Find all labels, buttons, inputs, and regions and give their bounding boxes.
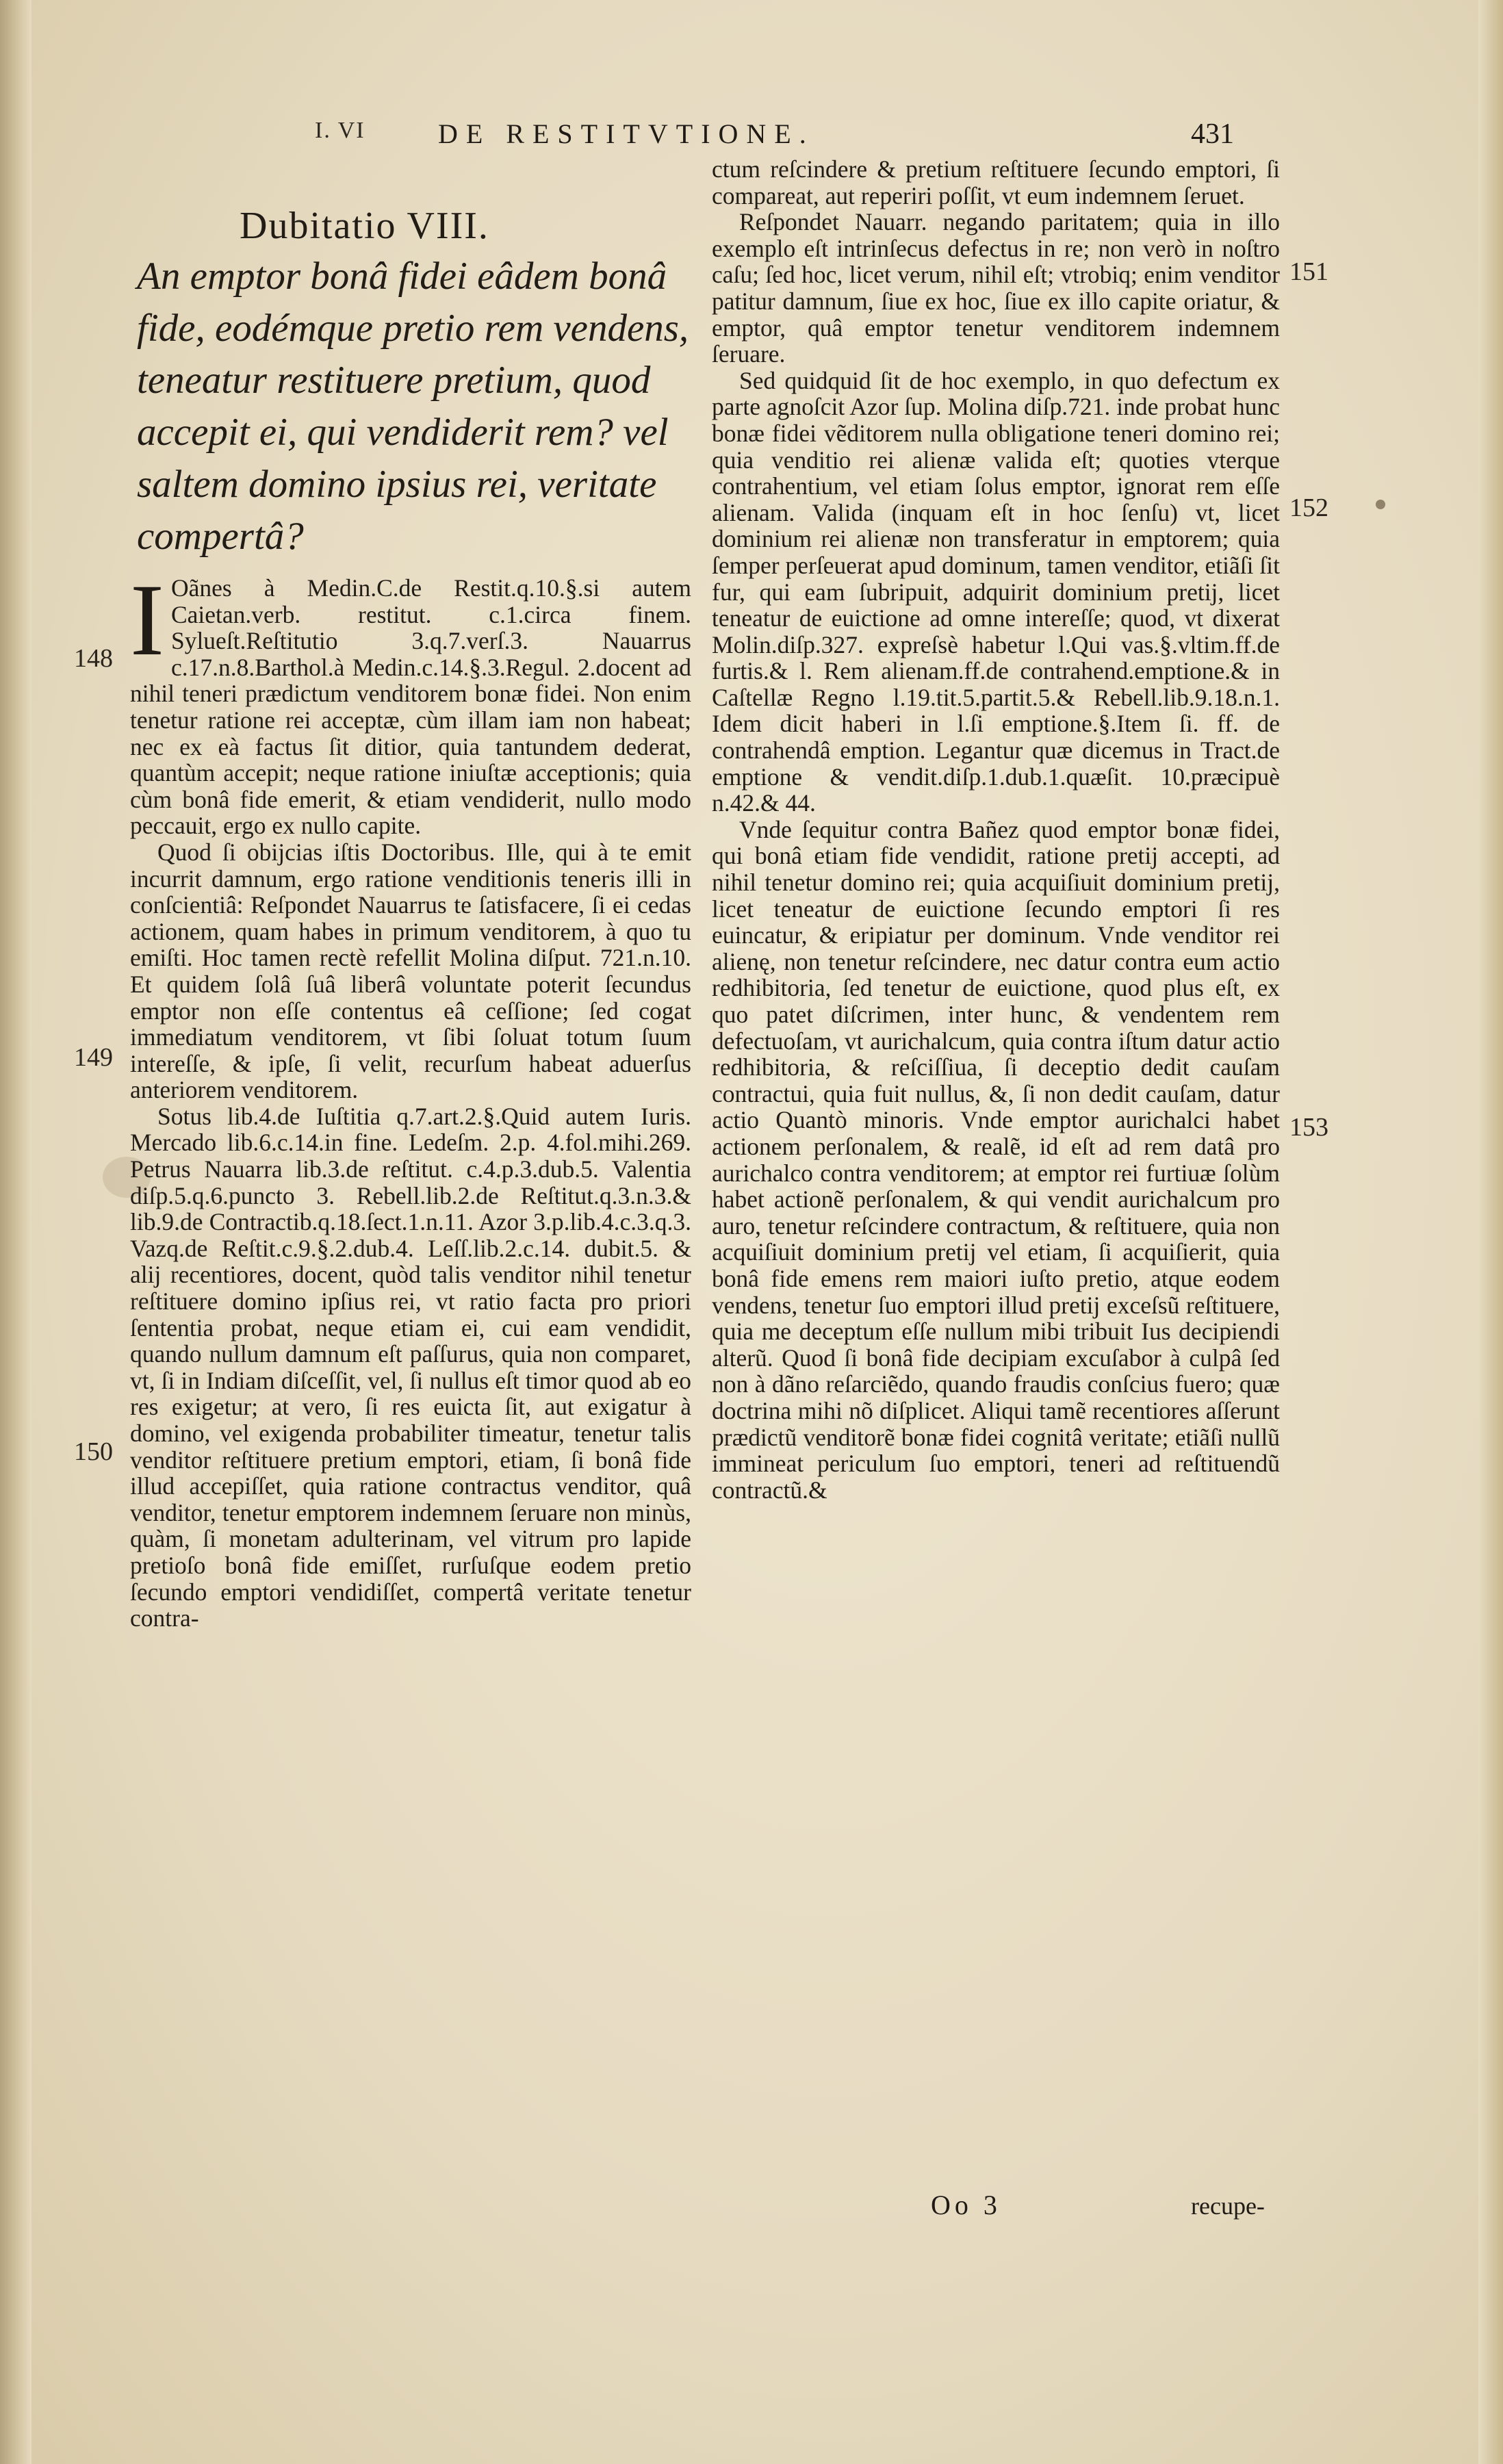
paragraph-continued: ctum reſcindere & pretium reſtituere ſecundo emptori, ſi compareat, aut reperiri poſſit, vt eum indemnem ſeruet. xyxy=(712,155,1280,209)
paragraph-152: Sed quidquid ſit de hoc exemplo, in quo defectum ex parte agnoſcit Azor ſup. Molina diſp.721. inde probat hunc bonæ fidei vẽditorem nulla obligatione teneri domino rei; quia venditio rei alienæ valida eſt; quoties vterque contrahentium, vel etiam ſolus emptor, ignorat rem eſſe alienam. Valida (inquam eſt in hoc ſenſu) vt, licet dominium rei alienæ non transferatur in emptorem; quia ſemper perſeuerat apud dominum, tamen venditor, etiãſi ſit fur, qui eam ſubripuit, adquirit dominium pretij, licet teneatur de euictione ad omne intereſſe; quod, vt dixerat Molin.diſp.327. expreſsè habetur l.Qui vas.§.vltim.ff.de furtis.& l. Rem alienam.ff.de contrahend.emptione.& in Caſtellæ Regno l.19.tit.5.partit.5.& Rebell.lib.9.18.n.1. Idem dicit haberi in l.ſi emptione.§.Item ſi. ff. de contrahendâ emption. Legantur quæ dicemus in Tract.de emptione & vendit.diſp.1.dub.1.quæſit. 10.præcipuè n.42.& 44. xyxy=(712,366,1280,817)
paragraph-149: Quod ſi obijcias iſtis Doctoribus. Ille, qui à te emit incurrit damnum, ergo ratione venditionis teneris illi in conſcientiâ: Reſpondet Nauarrus te ſatisfacere, ſi ei cedas actionem, quam habes in primum venditorem, à quo tu emiſti. Hoc tamen rectè refellit Molina diſput. 721.n.10. Et quidem ſolâ ſuâ liberâ voluntate poterit ſecundus emptor non eſſe contentus eâ ceſſione; ſed cogat immediatum venditorem, vt ſibi ſoluat totum ſuum intereſſe, & ipſe, ſi velit, recurſum habeat aduerſus anteriorem venditorem. xyxy=(130,838,691,1104)
margin-number-151: 151 xyxy=(1289,257,1328,286)
section-heading: Dubitatio VIII. xyxy=(240,205,489,247)
paragraph-148 xyxy=(130,563,691,840)
catchword: recupe- xyxy=(1191,2192,1265,2220)
paragraph-151: Reſpondet Nauarr. negando paritatem; quia in illo exemplo eſt intrinſecus defectus in re; non verò in noſtro caſu; ſed hoc, licet verum, nihil eſt; vtrobiq; enim venditor patitur damnum, ſiue ex hoc, ſiue ex illo capite oriatur, & emptor, quâ emptor tenetur venditorem indemnem ſeruare. xyxy=(712,208,1280,368)
stain xyxy=(1376,500,1385,509)
paragraph-150: Sotus lib.4.de Iuſtitia q.7.art.2.§.Quid autem Iuris. Mercado lib.6.c.14.in fine. Ledeſm. 2.p. 4.fol.mihi.269. Petrus Nauarra lib.3.de reſtitut. c.4.p.3.dub.5. Valentia diſp.5.q.6.puncto 3. Rebell.lib.2.de Reſtitut.q.3.n.3.& lib.9.de Contractib.q.18.ſect.1.n.11. Azor 3.p.lib.4.c.3.q.3. Vazq.de Reſtit.c.9.§.2.dub.4. Leſſ.lib.2.c.14. dubit.5. & alij recentiores, docent, quòd talis venditor nihil tenetur reſtituere domino ipſius rei, vt ratio facta pro priori ſententia probat, neque etiam ei, cui eam vendidit, quando nullum damnum eſt paſſurus, quia non comparet, vt, ſi in Indiam diſceſſit, vel, ſi nullus eſt timor quod ab eo res exigetur; at vero, ſi res euicta ſit, aut exigatur à domino, vel exigenda probabiliter timeatur, tenetur talis venditor reſtituere pretium emptori, etiam, ſi bonâ fide illud accepiſſet, quia ratione contractus venditor, quâ venditor, tenetur emptorem indemnem ſeruare non minùs, quàm, ſi monetam adulterinam, vel vitrum pro lapide pretioſo bonâ fide emiſſet, rurſuſque eodem pretio ſecundo emptori vendidiſſet, compertâ veritate tenetur contra- xyxy=(130,1102,691,1632)
left-column xyxy=(130,205,691,1632)
page-number: 431 xyxy=(1191,118,1234,150)
paragraph-text: Oãnes à Medin.C.de Restit.q.10.§.si autem Caietan.verb. restitut. c.1.circa finem. Sylueſt.Reſtitutio 3.q.7.verſ.3. Nauarrus c.17.n.8.Barthol.à Medin.c.14.§.3.Regul. 2.docent ad nihil teneri prædictum venditorem bonæ fidei. Non enim tenetur ratione rei acceptæ, cùm illam iam non habeat; nec ex eà factus ſit ditior, quia tantundem dederat, quantùm accepit; neque ratione iniuſtæ acceptionis; quia cùm bonâ fide emerit, & etiam vendiderit, nullo modo peccauit, ergo ex nullo capite. xyxy=(130,574,691,840)
binding-shadow xyxy=(0,0,31,2464)
right-column xyxy=(712,156,1280,1503)
running-head xyxy=(110,118,1273,159)
margin-number-153: 153 xyxy=(1289,1113,1328,1142)
running-head-left-mark: I. VI xyxy=(315,118,365,143)
running-head-title: DE RESTITVTIONE. xyxy=(438,118,814,149)
margin-number-150: 150 xyxy=(74,1437,113,1466)
drop-cap: I xyxy=(130,563,164,677)
margin-number-148: 148 xyxy=(74,644,113,673)
signature-mark: Oo 3 xyxy=(931,2190,1001,2220)
question-text: An emptor bonâ fidei eâdem bonâ fide, eodémque pretio rem vendens, teneatur restituere pretium, quod accepit ei, qui vendiderit rem? vel saltem domino ipsius rei, veritate compertâ? xyxy=(137,255,689,558)
paragraph-153: Vnde ſequitur contra Bañez quod emptor bonæ fidei, qui bonâ etiam fide vendidit, ratione pretij accepti, ad nihil tenetur domino rei; quia acquiſiuit dominium pretij, licet teneatur de euictione ſecundo emptori ſi res euincatur, & eripiatur per dominum. Vnde venditor rei alienę, non tenetur reſcindere, nec datur contra eum actio redhibitoria, ſed tenetur de euictione, quod plus eſt, ex quo patet diſcrimen, inter hunc, & vendentem rem defectuoſam, vt aurichalcum, quia contra iſtum datur actio redhibitoria, & reſciſſiua, ſi deceptio dedit cauſam contractui, quia fuit nullus, &, ſi non dedit cauſam, datur actio Quantò minoris. Vnde emptor aurichalci habet actionem perſonalem, & realẽ, id eſt ad rem datâ pro aurichalco contra venditorem; at emptor rei furtiuæ ſolùm habet actionẽ perſonalem, & qui vendit aurichalcum pro auro, tenetur reſcindere contractum, & reſtituere, quia non acquiſiuit dominium pretij vel etiam, ſi acquiſierit, quia bonâ fide emens rem maiori iuſto pretio, atque eodem vendens, tenetur ſuo emptori illud pretij exceſsũ reſtituere, quia me deceptum eſſe nullum mibi tribuit Ius decipiendi alterũ. Quod ſi bonâ fide decipiam excuſabor à culpâ ſed non à dãno reſarciẽdo, quando fraudis conſcius fuero; quæ doctrina mihi nõ diſplicet. Aliqui tamẽ recentiores aſſerunt prædictũ venditorẽ bonæ fidei cognitâ veritate; etiãſi nullũ immineat periculum ſuo emptori, teneri ad reſtituendũ contractũ.& xyxy=(712,815,1280,1504)
page-edge xyxy=(1478,0,1503,2464)
margin-number-149: 149 xyxy=(74,1043,113,1072)
margin-number-152: 152 xyxy=(1289,493,1328,522)
